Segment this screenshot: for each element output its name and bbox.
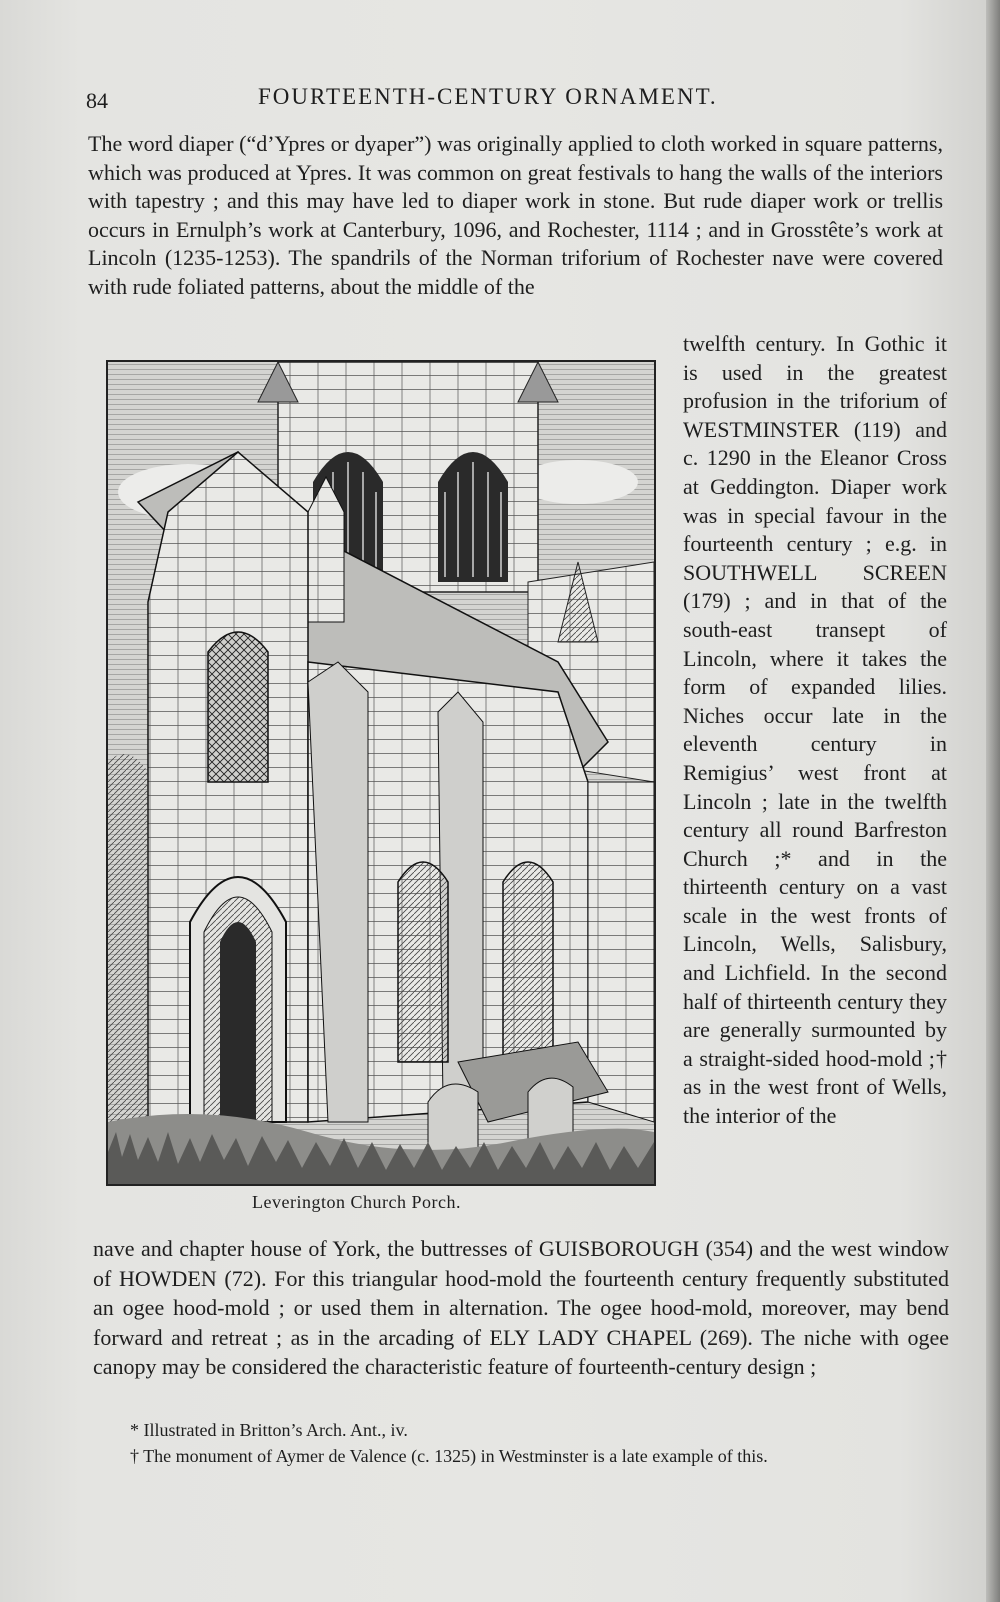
footnote-1: * Illustrated in Britton’s Arch. Ant., iv.: [130, 1420, 408, 1440]
paragraph-right-text: twelfth century. In Gothic it is used in the greatest profusion in the triforium of WESTMINSTER (119) and c. 1290 in the Eleanor Cross at Geddington. Diaper work was in special favour in the fourteenth century ; e.g. in SOUTHWELL SCREEN (179) ; and in that of the south-east transept of Lincoln, where it takes the form of expanded lilies. Niches occur late in the eleventh century in Remigius’ west front at Lincoln ; late in the twelfth century all round Barfreston Church ;* and in the thirteenth century on a vast scale in the west fronts of Lincoln, Wells, Salisbury, and Lichfield. In the second half of thirteenth century they are generally surmounted by a straight-sided hood-mold ;† as in the west front of Wells, the interior of the: [683, 331, 947, 1129]
church-porch-illustration: [106, 360, 656, 1186]
footnotes: [130, 1417, 950, 1469]
paragraph-bottom: [93, 1234, 949, 1382]
footnote-2: † The monument of Aymer de Valence (c. 1325) in Westminster is a late example of this.: [130, 1446, 768, 1466]
paragraph-bottom-text: nave and chapter house of York, the buttresses of GUISBOROUGH (354) and the west window of HOWDEN (72). For this triangular hood-mold the fourteenth century frequently substituted an ogee hood-mold ; or used them in alternation. The ogee hood-mold, moreover, may bend forward and retreat ; as in the arcading of ELY LADY CHAPEL (269). The niche with ogee canopy may be considered the characteristic feature of fourteenth-century design ;: [93, 1236, 949, 1379]
engraving-drawing: [108, 362, 654, 1184]
page-number: 84: [86, 88, 108, 113]
paragraph-top-text: The word diaper (“d’Ypres or dyaper”) was originally applied to cloth worked in square patterns, which was produced at Ypres. It was common on great festivals to hang the walls of the interiors with tapestry ; and this may have led to diaper work in stone. But rude diaper work or trellis occurs in Ernulph’s work at Canterbury, 1096, and Rochester, 1114 ; and in Grosstête’s work at Lincoln (1235-1253). The spandrils of the Norman triforium of Rochester nave were covered with rude foliated patterns, about the middle of the: [88, 131, 943, 299]
page-gutter-shadow: [986, 0, 1000, 1602]
figure-caption: Leverington Church Porch.: [252, 1192, 461, 1212]
paragraph-top: [88, 130, 943, 302]
paragraph-right-column: [683, 330, 947, 1131]
running-title: FOURTEENTH-CENTURY ORNAMENT.: [258, 84, 718, 109]
